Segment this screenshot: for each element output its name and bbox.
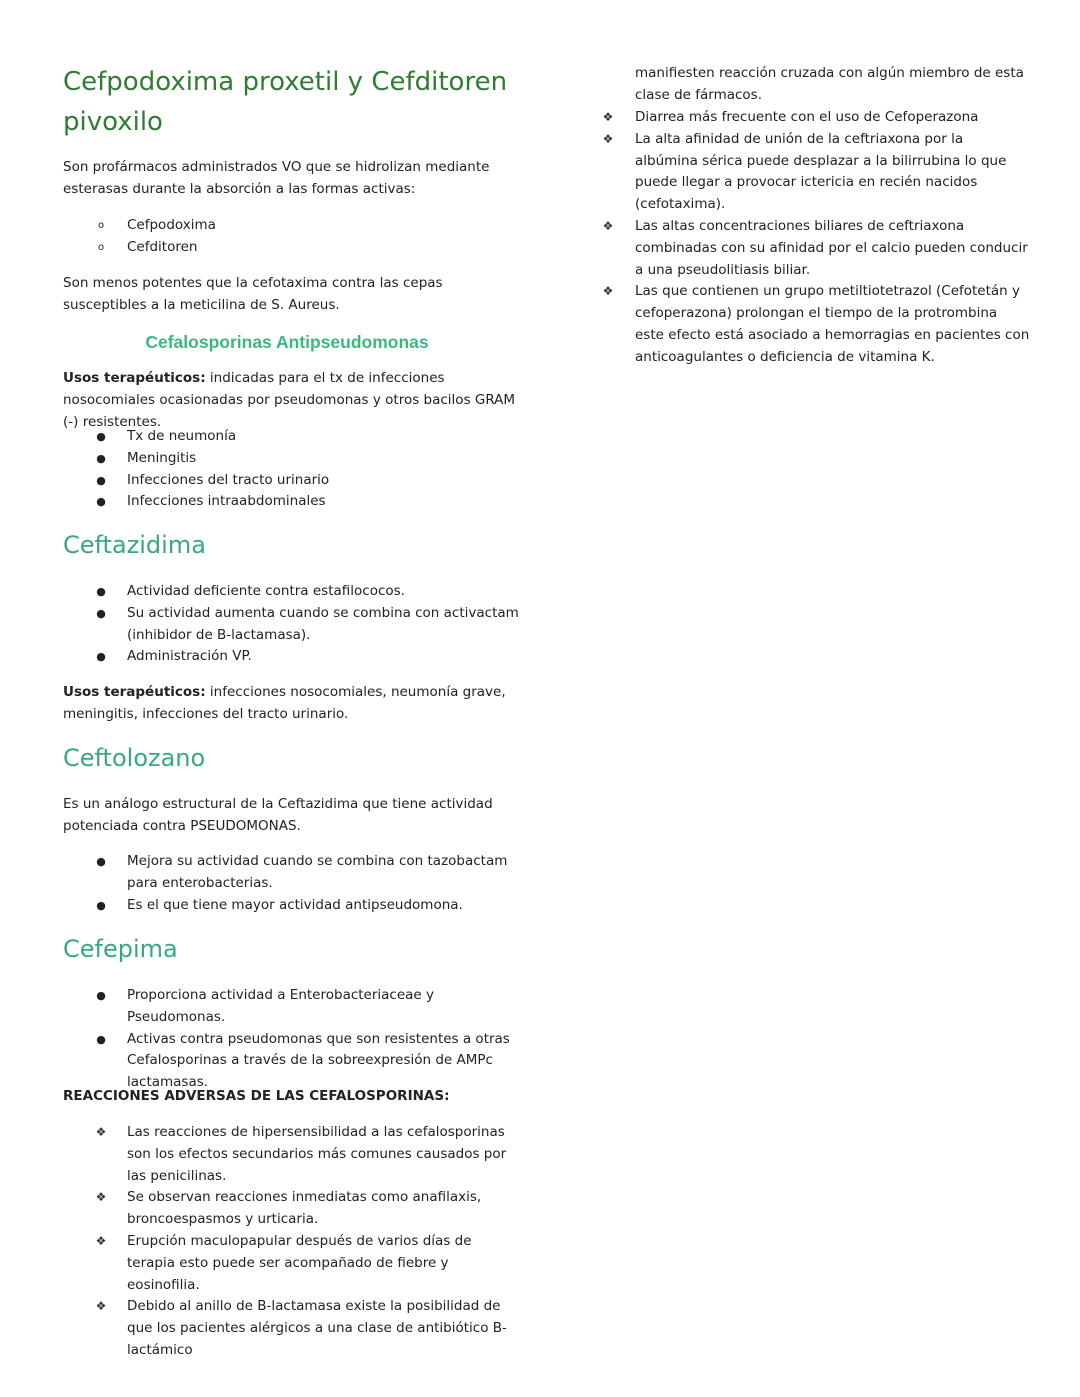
list-item: ❖ Erupción maculopapular después de varios días de terapia esto puede ser acompañado de fiebre y eosinofilia. xyxy=(63,1231,523,1296)
circle-bullet-icon: o xyxy=(97,220,105,231)
adverse-reactions-list-continued xyxy=(600,107,1030,369)
list-item: ● Administración VP. xyxy=(63,646,523,668)
bullet-icon: ● xyxy=(96,495,106,509)
therapeutic-uses-list xyxy=(63,426,523,513)
bullet-icon: ● xyxy=(96,606,106,620)
list-item: ❖ Diarrea más frecuente con el uso de Cefoperazona xyxy=(600,107,1030,129)
bullet-icon: ● xyxy=(96,1032,106,1046)
diamond-bullet-icon: ❖ xyxy=(95,1125,107,1139)
list-item: ● Mejora su actividad cuando se combina con tazobactam para enterobacterias. xyxy=(63,851,523,895)
list-item: ● Es el que tiene mayor actividad antipseudomona. xyxy=(63,895,523,917)
bullet-icon: ● xyxy=(96,585,106,598)
diamond-bullet-icon: ❖ xyxy=(95,1299,107,1314)
list-item: ❖ Las altas concentraciones biliares de ceftriaxona combinadas con su afinidad por el calcio pueden conducir a una pseudolitiasis biliar. xyxy=(600,216,1030,281)
subtitle-antipseudomonas: Cefalosporinas Antipseudomonas xyxy=(145,332,429,352)
list-item: ● Actividad deficiente contra estafilococos. xyxy=(63,581,523,603)
heading-ceftolozano: Ceftolozano xyxy=(63,744,206,772)
list-item: ❖ Las que contienen un grupo metiltiotetrazol (Cefotetán y cefoperazona) prolongan el tiempo de la protrombina este efecto está asociado a hemorragias en pacientes con anticoagulantes o deficiencia de vitamina K. xyxy=(600,281,1030,368)
heading-cefepima: Cefepima xyxy=(63,935,178,963)
bullet-icon: ● xyxy=(96,451,106,465)
list-item: ● Infecciones intraabdominales xyxy=(63,491,523,513)
potency-note: Son menos potentes que la cefotaxima contra las cepas susceptibles a la meticilina de S. Aureus. xyxy=(63,275,443,313)
diamond-bullet-icon: ❖ xyxy=(602,131,614,146)
intro-prodrugs: Son profármacos administrados VO que se hidrolizan mediante esterasas durante la absorción a las formas activas: xyxy=(63,159,490,197)
heading-cefpodoxima: Cefpodoxima proxetil y Cefditoren pivoxilo xyxy=(63,67,508,137)
bullet-icon: ● xyxy=(96,473,106,487)
list-item: ❖ Se observan reacciones inmediatas como anafilaxis, broncoespasmos y urticaria. xyxy=(63,1187,523,1231)
diamond-bullet-icon: ❖ xyxy=(95,1190,107,1205)
list-item: o Cefpodoxima xyxy=(63,215,523,237)
diamond-bullet-icon: ❖ xyxy=(95,1233,107,1248)
adverse-reactions-list xyxy=(63,1122,523,1362)
ceftolozano-list xyxy=(63,851,523,916)
list-item: o Cefditoren xyxy=(63,237,523,259)
bullet-icon: ● xyxy=(96,650,106,664)
list-item: ❖ Las reacciones de hipersensibilidad a las cefalosporinas son los efectos secundarios más comunes causados por las penicilinas. xyxy=(63,1122,523,1187)
list-item: ● Proporciona actividad a Enterobacteriaceae y Pseudomonas. xyxy=(63,985,523,1029)
list-item: ❖ La alta afinidad de unión de la ceftriaxona por la albúmina sérica puede desplazar a la bilirrubina lo que puede llegar a provocar ictericia en recién nacidos (cefotaxima). xyxy=(600,129,1030,216)
continuation-text: manifiesten reacción cruzada con algún miembro de esta clase de fármacos. xyxy=(635,65,1024,103)
prodrug-list xyxy=(63,215,523,259)
list-item: ● Tx de neumonía xyxy=(63,426,523,448)
diamond-bullet-icon: ❖ xyxy=(602,218,614,233)
ceftolozano-intro: Es un análogo estructural de la Ceftazidima que tiene actividad potenciada contra PSEUDOMONAS. xyxy=(63,796,493,834)
bullet-icon: ● xyxy=(96,855,106,868)
adverse-reactions-heading: REACCIONES ADVERSAS DE LAS CEFALOSPORINAS: xyxy=(63,1088,450,1104)
list-item: ● Activas contra pseudomonas que son resistentes a otras Cefalosporinas a través de la sobreexpresión de AMPc lactamasas. xyxy=(63,1029,523,1094)
ceftazidima-list xyxy=(63,581,523,668)
list-item: ● Su actividad aumenta cuando se combina con activactam (inhibidor de B-lactamasa). xyxy=(63,603,523,647)
list-item: ● Infecciones del tracto urinario xyxy=(63,470,523,492)
bullet-icon: ● xyxy=(96,989,106,1002)
list-item: ● Meningitis xyxy=(63,448,523,470)
usos-terapeuticos-2: Usos terapéuticos: infecciones nosocomiales, neumonía grave, meningitis, infecciones del tracto urinario. xyxy=(63,684,506,722)
bullet-icon: ● xyxy=(96,430,106,443)
bullet-icon: ● xyxy=(96,898,106,912)
circle-bullet-icon: o xyxy=(97,241,105,253)
diamond-bullet-icon: ❖ xyxy=(602,284,614,299)
usos-terapeuticos-1: Usos terapéuticos: indicadas para el tx de infecciones nosocomiales ocasionadas por pseudomonas y otros bacilos GRAM (-) resistentes. xyxy=(63,370,516,430)
heading-ceftazidima: Ceftazidima xyxy=(63,531,206,559)
list-item: ❖ Debido al anillo de B-lactamasa existe la posibilidad de que los pacientes alérgicos a una clase de antibiótico B-lactámico xyxy=(63,1296,523,1361)
cefepima-list xyxy=(63,985,523,1094)
diamond-bullet-icon: ❖ xyxy=(602,110,614,124)
